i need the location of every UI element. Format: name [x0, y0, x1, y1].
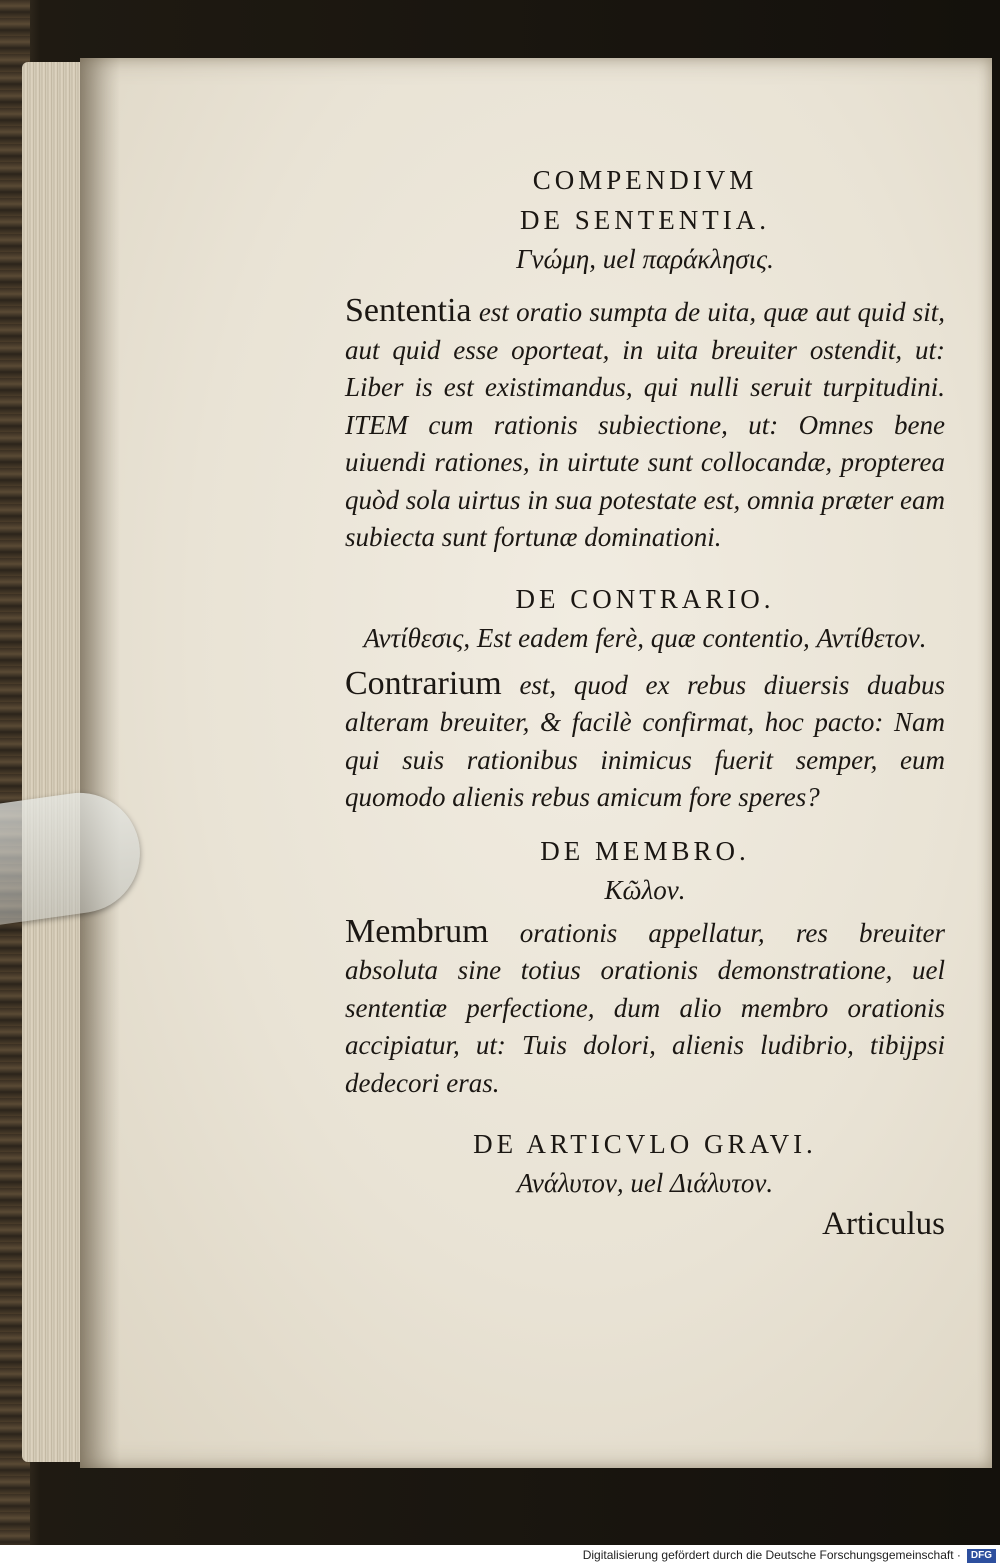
paragraph-sententia [345, 292, 945, 557]
catchword: Articulus [822, 1206, 945, 1242]
page-text [345, 160, 945, 1246]
footer-text: Digitalisierung gefördert durch die Deutsche Forschungsgemeinschaft · [582, 1548, 961, 1562]
heading-contrario: DE CONTRARIO. [515, 583, 775, 614]
lead-word: Sententia [345, 292, 472, 329]
lead-word: Contrarium [345, 664, 502, 702]
paragraph-membrum [345, 913, 945, 1103]
paragraph-text: orationis appellatur, res breuiter absoluta sine totius orationis demonstratione, uel sententiæ perfectione, dum alio membro orationis accipiatur, ut: Tuis dolori, alienis ludibrio, tibijpsi dedecori eras. [345, 917, 945, 1098]
title-line-1: COMPENDIVM [532, 165, 758, 195]
paragraph-text: est oratio sumpta de uita, quæ aut quid sit, aut quid esse oporteat, in uita breuiter ostendit, ut: Liber is est existimandus, qui nulli seruit turpitudini. ITEM cum rationis subiectione, ut: Omnes bene uiuendi rationes, in uirtute sunt collocandæ, propterea quòd sola uirtus in sua potestate est, omnia præter eam subiecta sunt fortunæ dominationi. [345, 297, 945, 552]
attribution-footer [0, 1545, 1000, 1566]
subtitle: Γνώμη, uel παράκλησις. [516, 244, 774, 274]
heading-articulo: DE ARTICVLO GRAVI. [473, 1129, 817, 1159]
heading-articulo-sub: Ανάλυτον, uel Διάλυτον. [516, 1168, 774, 1198]
paragraph-text: est, quod ex rebus diuersis duabus alteram breuiter, & facilè confirmat, hoc pacto: Nam qui suis rationibus inimicus fuerit semper, eum quomodo alienis rebus amicum fore speres? [345, 669, 945, 812]
heading-contrario-sub: Αντίθεσις, Est eadem ferè, quæ contentio, Αντίθετον. [363, 622, 927, 653]
paragraph-contrarium [345, 665, 945, 817]
heading-membro: DE MEMBRO. [540, 835, 750, 866]
lead-word: Membrum [345, 912, 489, 950]
title-line-2: DE SENTENTIA. [520, 205, 770, 235]
gutter-shadow [80, 58, 120, 1468]
heading-membro-sub: Κῶλον. [604, 874, 686, 905]
dfg-logo: DFG [967, 1549, 996, 1563]
